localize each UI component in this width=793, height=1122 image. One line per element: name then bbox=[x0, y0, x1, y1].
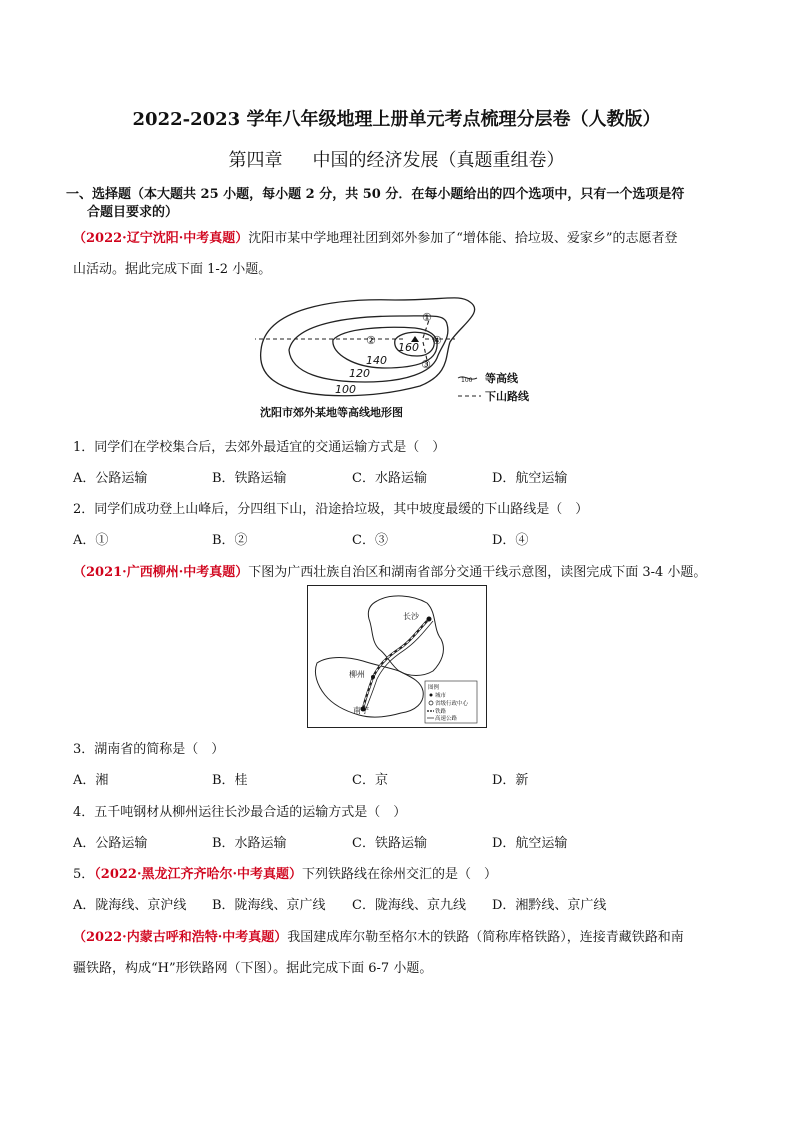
question-4-stem: 4．五千吨钢材从柳州运往长沙最合适的运输方式是（ ） bbox=[73, 805, 407, 820]
legend-city: 城市 bbox=[435, 693, 447, 699]
exam-title: 2022-2023 学年八年级地理上册单元考点梳理分层卷（人教版） bbox=[132, 109, 661, 130]
chapter-title bbox=[0, 146, 793, 172]
marker-2: ② bbox=[366, 334, 376, 347]
legend-route-label: 下山路线 bbox=[485, 390, 529, 403]
source-tag: （2022·内蒙古呼和浩特·中考真题） bbox=[73, 930, 288, 945]
section-heading: 一、选择题（本大题共 25 小题，每小题 2 分，共 50 分．在每小题给出的四个选项中，只有一个选项是符 bbox=[66, 187, 685, 202]
city-label-nanning: 南宁 bbox=[353, 706, 369, 715]
contour-label-120: 120 bbox=[349, 367, 370, 380]
q1-option-d[interactable]: D．航空运输 bbox=[492, 471, 568, 486]
q5-option-b[interactable]: B．陇海线、京广线 bbox=[212, 898, 326, 913]
changsha-dot bbox=[427, 617, 432, 622]
q4-option-b[interactable]: B．水路运输 bbox=[212, 836, 287, 851]
q3-option-b[interactable]: B．桂 bbox=[212, 773, 248, 788]
city-label-liuzhou: 柳州 bbox=[349, 670, 365, 679]
source-tag: （2021·广西柳州·中考真题） bbox=[73, 565, 249, 580]
group1-intro-cont: 山活动。据此完成下面 1-2 小题。 bbox=[73, 262, 272, 277]
contour-label-160: 160 bbox=[398, 341, 419, 354]
figure-caption: 沈阳市郊外某地等高线地形图 bbox=[260, 406, 403, 419]
city-label-changsha: 长沙 bbox=[403, 612, 419, 621]
chapter-number: 第四章 bbox=[228, 150, 283, 171]
marker-4: ④ bbox=[432, 334, 442, 347]
q2-option-a[interactable]: A．① bbox=[73, 533, 109, 548]
q1-option-a[interactable]: A．公路运输 bbox=[73, 471, 148, 486]
q1-option-c[interactable]: C．水路运输 bbox=[352, 471, 427, 486]
q5-option-d[interactable]: D．湘黔线、京广线 bbox=[492, 898, 607, 913]
group1-intro bbox=[73, 227, 678, 246]
q4-option-c[interactable]: C．铁路运输 bbox=[352, 836, 427, 851]
contour-label-100: 100 bbox=[335, 383, 356, 396]
question-1-stem: 1．同学们在学校集合后，去郊外最适宜的交通运输方式是（ ） bbox=[73, 440, 446, 455]
legend-contour-sample: 100 bbox=[461, 377, 473, 384]
group2-intro bbox=[73, 561, 706, 580]
q5-number: 5． bbox=[73, 867, 95, 882]
liuzhou-dot bbox=[371, 675, 375, 679]
q3-option-d[interactable]: D．新 bbox=[492, 773, 529, 788]
source-tag: （2022·黑龙江齐齐哈尔·中考真题） bbox=[94, 867, 303, 882]
q2-option-d[interactable]: D．④ bbox=[492, 533, 529, 548]
source-tag: （2022·辽宁沈阳·中考真题） bbox=[73, 231, 249, 246]
question-3-stem: 3．湖南省的简称是（ ） bbox=[73, 742, 225, 757]
group2-text: 下图为广西壮族自治区和湖南省部分交通干线示意图，读图完成下面 3-4 小题。 bbox=[248, 565, 707, 580]
q3-option-a[interactable]: A．湘 bbox=[73, 773, 109, 788]
q2-option-b[interactable]: B．② bbox=[212, 533, 248, 548]
q2-option-c[interactable]: C．③ bbox=[352, 533, 388, 548]
transport-map-figure bbox=[307, 585, 487, 728]
question-5-stem bbox=[73, 863, 497, 882]
q5-option-c[interactable]: C．陇海线、京九线 bbox=[352, 898, 466, 913]
marker-1: ① bbox=[422, 311, 432, 324]
group1-text: 沈阳市某中学地理社团到郊外参加了“增体能、拾垃圾、爱家乡”的志愿者登 bbox=[248, 231, 678, 246]
group3-intro bbox=[73, 926, 684, 945]
q1-option-b[interactable]: B．铁路运输 bbox=[212, 471, 287, 486]
question-2-stem: 2．同学们成功登上山峰后，分四组下山，沿途拾垃圾，其中坡度最缓的下山路线是（ ） bbox=[73, 502, 589, 517]
map-legend bbox=[458, 371, 530, 403]
group3-intro-cont: 疆铁路，构成“H”形铁路网（下图）。据此完成下面 6-7 小题。 bbox=[73, 961, 433, 976]
chapter-subtitle: 中国的经济发展（真题重组卷） bbox=[312, 150, 565, 171]
marker-3: ③ bbox=[421, 358, 431, 371]
contour-label-140: 140 bbox=[366, 354, 387, 367]
legend-title: 图例 bbox=[428, 685, 440, 691]
q4-option-a[interactable]: A．公路运输 bbox=[73, 836, 148, 851]
section-heading-cont: 合题目要求的） bbox=[87, 205, 179, 220]
legend-contour-label: 等高线 bbox=[485, 372, 518, 385]
legend-railway: 铁路 bbox=[435, 709, 447, 715]
q5-text: 下列铁路线在徐州交汇的是（ ） bbox=[302, 867, 498, 882]
q5-option-a[interactable]: A．陇海线、京沪线 bbox=[73, 898, 187, 913]
map-legend bbox=[425, 681, 477, 723]
contour-map-figure bbox=[255, 290, 555, 422]
q4-option-d[interactable]: D．航空运输 bbox=[492, 836, 568, 851]
legend-capital: 省级行政中心 bbox=[435, 701, 469, 707]
group3-text: 我国建成库尔勒至格尔木的铁路（简称库格铁路），连接青藏铁路和南 bbox=[287, 930, 684, 945]
q3-option-c[interactable]: C．京 bbox=[352, 773, 388, 788]
legend-expressway: 高速公路 bbox=[435, 716, 458, 722]
